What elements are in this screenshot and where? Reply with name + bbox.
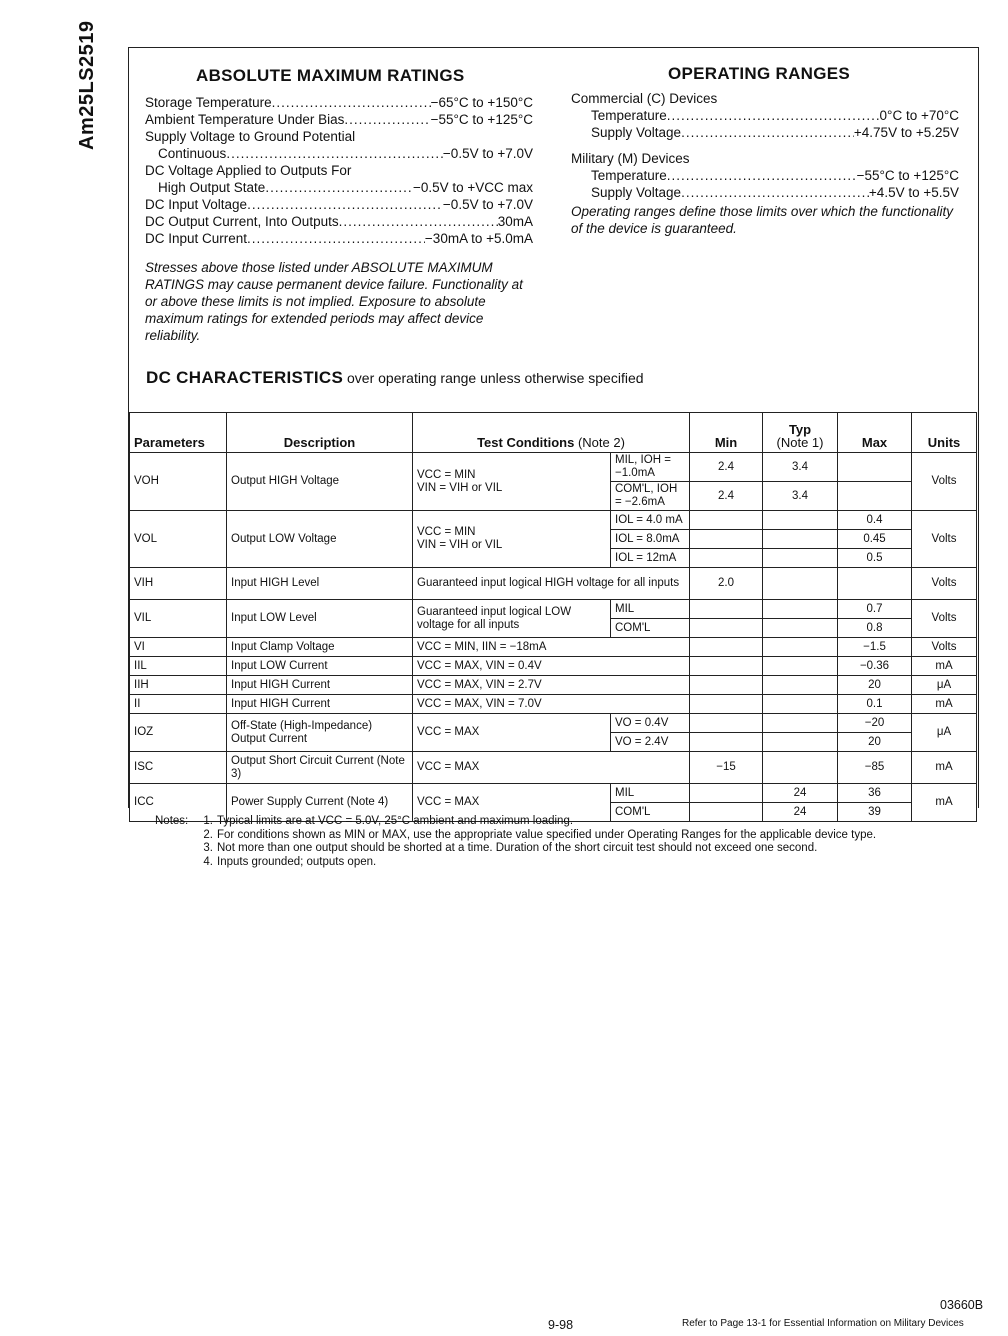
header-max: Max — [838, 413, 912, 453]
note-item: 2. For conditions shown as MIN or MAX, use the appropriate value specified under Operating Ranges for the applicable device type. — [203, 828, 877, 841]
table-row: VI Input Clamp Voltage VCC = MIN, IIN = −18mA −1.5 Volts — [130, 638, 977, 657]
table-row: VIL Input LOW Level Guaranteed input logical LOW voltage for all inputs MIL 0.7 Volts — [130, 600, 977, 619]
footer-code: 03660B — [940, 1298, 984, 1312]
note-item: 4. Inputs grounded; outputs open. — [203, 855, 377, 868]
ops-title: OPERATING RANGES — [668, 64, 851, 83]
note-item: 3. Not more than one output should be shorted at a time. Duration of the short circuit test should not exceed one second. — [203, 842, 818, 854]
amr-note: Stresses above those listed under ABSOLUTE MAXIMUM RATINGS may cause permanent device failure. Functionality at or above these limits is not implied. Exposure to absolute maximum ratings for extended periods may affect device reliability. — [145, 260, 523, 343]
amr-title: ABSOLUTE MAXIMUM RATINGS — [196, 66, 465, 85]
header-parameters: Parameters — [130, 413, 227, 453]
table-row: ISC Output Short Circuit Current (Note 3) VCC = MAX −15 −85 mA — [130, 752, 977, 784]
table-row: VIH Input HIGH Level Guaranteed input logical HIGH voltage for all inputs 2.0 Volts — [130, 568, 977, 600]
table-row: COM'L, IOH = −2.6mA 2.4 3.4 — [130, 482, 977, 511]
header-description: Description — [227, 413, 413, 453]
table-row: COM'L 24 39 — [130, 803, 977, 822]
amr-line-dc-applied: DC Voltage Applied to Outputs For — [145, 163, 352, 178]
table-row: IOL = 8.0mA 0.45 — [130, 530, 977, 549]
ops-note: Operating ranges define those limits over which the functionality of the device is guaranteed. — [571, 204, 953, 236]
header-typ: Typ (Note 1) — [763, 413, 838, 453]
notes — [155, 815, 876, 869]
table-row: ICC Power Supply Current (Note 4) VCC = MAX MIL 24 36 mA — [130, 784, 977, 803]
amr-line-high-output: High Output State ..... −0.5V to +VCC max — [158, 180, 533, 195]
amr-line-dc-input-current: DC Input Current ..... −30mA to +5.0mA — [145, 231, 533, 246]
page-number: 9-98 — [548, 1318, 574, 1332]
ops-c-temperature: Temperature ..... 0°C to +70°C — [591, 108, 959, 123]
table-row: VOL Output LOW Voltage VCC = MIN VIN = VIH or VIL IOL = 4.0 mA 0.4 Volts — [130, 511, 977, 530]
table-row: COM'L 0.8 — [130, 619, 977, 638]
ops-military: Military (M) Devices — [571, 151, 690, 166]
header-min: Min — [690, 413, 763, 453]
table-header-row — [130, 413, 977, 453]
table-row: II Input HIGH Current VCC = MAX, VIN = 7.0V 0.1 mA — [130, 695, 977, 714]
amr-line-continuous: Continuous ..... −0.5V to +7.0V — [158, 146, 533, 161]
amr-line-dc-output-current: DC Output Current, Into Outputs ..... 30mA — [145, 214, 533, 229]
ops-commercial: Commercial (C) Devices — [571, 91, 718, 106]
amr-line-supply: Supply Voltage to Ground Potential — [145, 129, 356, 144]
amr-line-ambient: Ambient Temperature Under Bias ..... −55°C to +125°C — [145, 112, 533, 127]
table-row: VOH Output HIGH Voltage VCC = MIN VIN = VIH or VIL MIL, IOH = −1.0mA 2.4 3.4 Volts — [130, 453, 977, 482]
ops-m-supply: Supply Voltage ..... +4.5V to +5.5V — [591, 185, 959, 200]
note-item: Notes: 1. Typical limits are at VCC = 5.0V, 25°C ambient and maximum loading. — [155, 815, 574, 827]
dc-subtitle: over operating range unless otherwise specified — [347, 370, 644, 386]
table-row: VO = 2.4V 20 — [130, 733, 977, 752]
dc-heading — [146, 368, 644, 388]
table-row: IOL = 12mA 0.5 — [130, 549, 977, 568]
amr-line-storage: Storage Temperature ..... −65°C to +150°C — [145, 95, 533, 110]
header-units: Units — [912, 413, 977, 453]
footer-reference: Refer to Page 13-1 for Essential Information on Military Devices — [682, 1318, 964, 1329]
header-test-conditions: Test Conditions (Note 2) — [413, 413, 690, 453]
side-title: Am25LS2519 — [76, 20, 98, 150]
dc-title: DC CHARACTERISTICS — [146, 368, 344, 387]
ops-c-supply: Supply Voltage ..... +4.75V to +5.25V — [591, 125, 959, 140]
amr-line-dc-input-voltage: DC Input Voltage ..... −0.5V to +7.0V — [145, 197, 533, 212]
table-row: IIH Input HIGH Current VCC = MAX, VIN = 2.7V 20 μA — [130, 676, 977, 695]
dc-characteristics-table — [129, 412, 977, 822]
table-row: IIL Input LOW Current VCC = MAX, VIN = 0.4V −0.36 mA — [130, 657, 977, 676]
ops-m-temperature: Temperature ..... −55°C to +125°C — [591, 168, 959, 183]
table-row: IOZ Off-State (High-Impedance) Output Current VCC = MAX VO = 0.4V −20 μA — [130, 714, 977, 733]
